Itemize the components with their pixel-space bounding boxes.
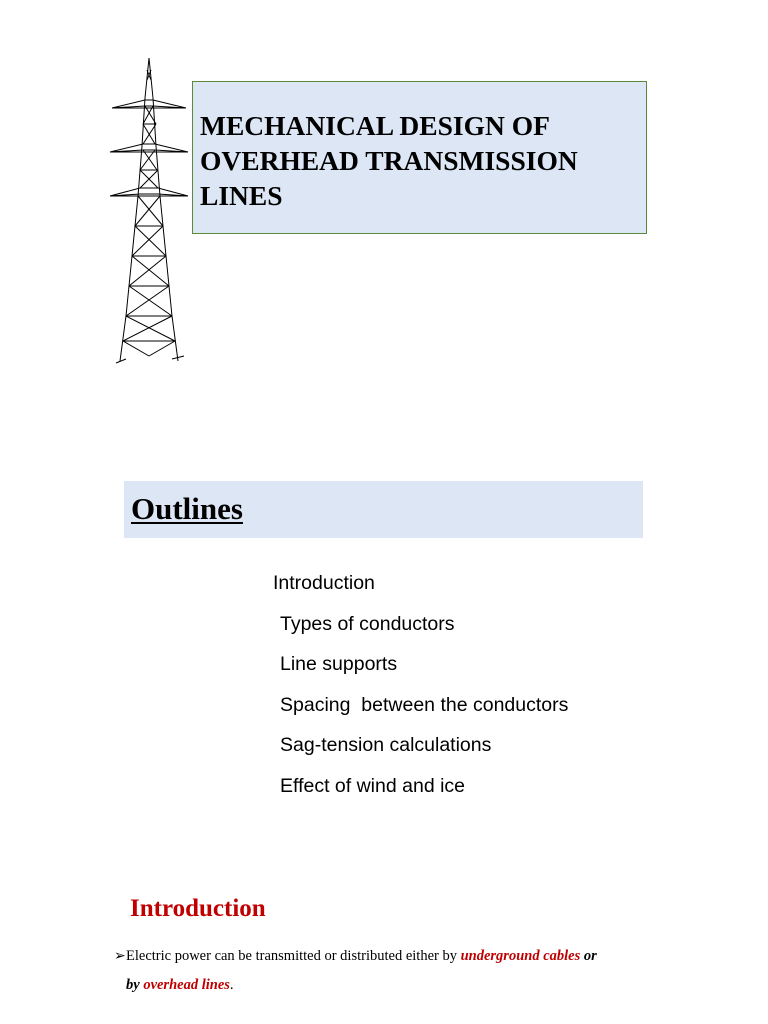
underground-cables-text: underground cables — [460, 948, 581, 964]
intro-paragraph-line-1 — [126, 947, 597, 965]
outlines-heading: Outlines — [131, 491, 243, 526]
bullet-arrow-icon: ➢ — [114, 948, 126, 964]
outline-item-spacing: Spacing between the conductors — [280, 694, 569, 716]
by-text: by — [126, 977, 144, 993]
introduction-heading: Introduction — [130, 895, 266, 922]
outline-item-wind-ice: Effect of wind and ice — [280, 775, 466, 797]
overhead-lines-text: overhead lines — [143, 977, 230, 993]
outline-item-types-of-conductors: Types of conductors — [280, 613, 455, 635]
intro-text: Electric power can be transmitted or distributed either by — [126, 948, 461, 964]
period-text: . — [229, 977, 234, 993]
outline-item-line-supports: Line supports — [280, 653, 398, 675]
transmission-tower-icon — [108, 56, 190, 368]
outline-item-introduction: Introduction — [273, 572, 375, 594]
page-title: MECHANICAL DESIGN OF OVERHEAD TRANSMISSION LINES — [200, 110, 578, 211]
or-text: or — [580, 948, 597, 964]
title-box — [192, 81, 647, 234]
intro-paragraph-line-2 — [126, 976, 234, 994]
outline-item-sag-tension: Sag-tension calculations — [280, 734, 492, 756]
outlines-heading-bar — [124, 481, 643, 538]
